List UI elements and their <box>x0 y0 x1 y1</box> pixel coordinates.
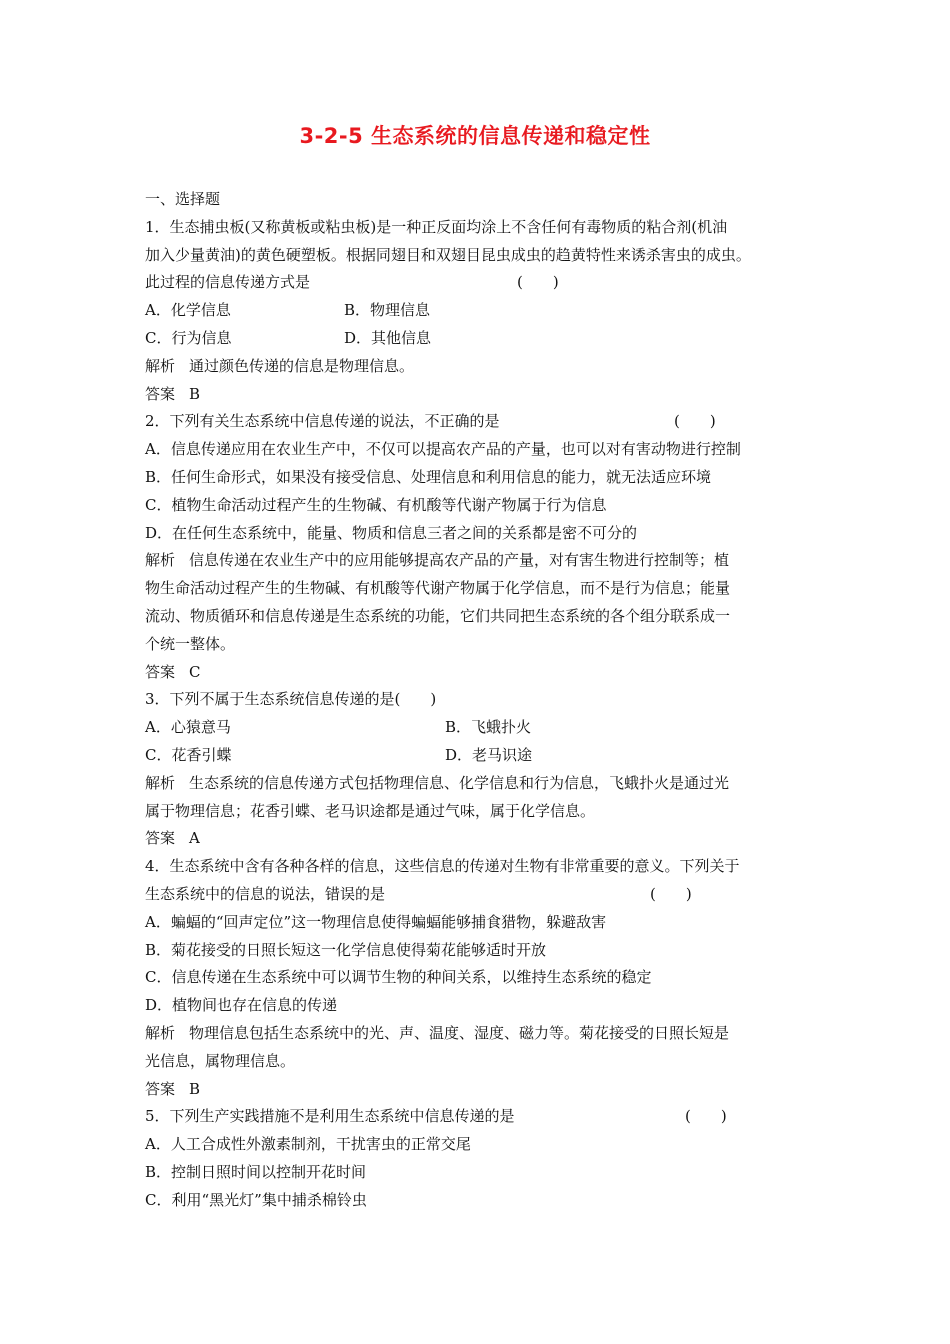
answer-blank: ( ) <box>685 1107 727 1126</box>
question-3-answer <box>145 825 825 853</box>
question-5-stem <box>145 1103 825 1131</box>
question-3-options-cd <box>145 742 825 770</box>
option-a: A．蝙蝠的“回声定位”这一物理信息使得蝙蝠能够捕食猎物，躲避敌害 <box>145 912 607 931</box>
question-4-stem-line-1: 4．生态系统中含有各种各样的信息，这些信息的传递对生物有非常重要的意义。下列关于 <box>145 857 740 876</box>
question-1-analysis <box>145 353 825 381</box>
question-1-stem-line-2: 加入少量黄油)的黄色硬塑板。根据同翅目和双翅目昆虫成虫的趋黄特性来诱杀害虫的成虫。 <box>145 245 751 264</box>
analysis-text: 通过颜色传递的信息是物理信息。 <box>189 356 415 375</box>
question-3-analysis-line-2: 属于物理信息；花香引蝶、老马识途都是通过气味，属于化学信息。 <box>145 801 596 820</box>
option-a: A．化学信息 <box>145 301 231 320</box>
option-d: D．在任何生态系统中，能量、物质和信息三者之间的关系都是密不可分的 <box>145 523 638 542</box>
question-2-stem-text: 2．下列有关生态系统中信息传递的说法，不正确的是 <box>145 412 500 431</box>
option-c: C．信息传递在生态系统中可以调节生物的种间关系，以维持生态系统的稳定 <box>145 968 652 987</box>
option-b: B．菊花接受的日照长短这一化学信息使得菊花能够适时开放 <box>145 940 547 959</box>
answer-label: 答案 <box>145 829 176 848</box>
option-b: B．物理信息 <box>344 301 431 320</box>
question-3 <box>145 686 825 853</box>
option-c: C．花香引蝶 <box>145 745 232 764</box>
option-c: C．行为信息 <box>145 328 232 347</box>
answer-blank: ( ) <box>650 884 692 903</box>
question-1-options-ab <box>145 297 825 325</box>
question-4-analysis-line-2: 光信息，属物理信息。 <box>145 1051 296 1070</box>
option-a: A．心猿意马 <box>145 718 231 737</box>
analysis-label: 解析 <box>145 551 176 570</box>
analysis-text: 物理信息包括生态系统中的光、声、温度、湿度、磁力等。菊花接受的日照长短是 <box>189 1023 730 1042</box>
option-c: C．植物生命活动过程产生的生物碱、有机酸等代谢产物属于行为信息 <box>145 495 607 514</box>
question-4-stem-line-2 <box>145 881 825 909</box>
answer-value: B <box>189 384 201 403</box>
analysis-label: 解析 <box>145 1023 176 1042</box>
answer-value: A <box>189 829 200 848</box>
option-d: D．其他信息 <box>344 328 432 347</box>
analysis-text: 生态系统的信息传递方式包括物理信息、化学信息和行为信息，飞蛾扑火是通过光 <box>189 773 730 792</box>
question-4-analysis-line-1 <box>145 1020 825 1048</box>
answer-value: C <box>189 662 201 681</box>
option-d: D．植物间也存在信息的传递 <box>145 996 338 1015</box>
question-2-analysis-line-3: 流动、物质循环和信息传递是生态系统的功能，它们共同把生态系统的各个组分联系成一 <box>145 606 731 625</box>
answer-label: 答案 <box>145 662 176 681</box>
question-1-stem-line-1: 1．生态捕虫板(又称黄板或粘虫板)是一种正反面均涂上不含任何有毒物质的粘合剂(机油 <box>145 217 728 236</box>
option-c: C．利用“黑光灯”集中捕杀棉铃虫 <box>145 1190 367 1209</box>
question-1-stem-line-3 <box>145 269 825 297</box>
section-heading: 一、选择题 <box>145 190 221 208</box>
question-4-answer <box>145 1076 825 1104</box>
question-1-options-cd <box>145 325 825 353</box>
analysis-label: 解析 <box>145 773 176 792</box>
analysis-label: 解析 <box>145 356 176 375</box>
option-b: B．飞蛾扑火 <box>445 718 532 737</box>
option-b: B．任何生命形式，如果没有接受信息、处理信息和利用信息的能力，就无法适应环境 <box>145 467 712 486</box>
option-d: D．老马识途 <box>445 745 533 764</box>
answer-blank: ( ) <box>674 412 716 431</box>
question-4-stem-text: 生态系统中的信息的说法，错误的是 <box>145 884 386 903</box>
question-2-answer <box>145 659 825 687</box>
question-3-options-ab <box>145 714 825 742</box>
answer-label: 答案 <box>145 384 176 403</box>
question-5 <box>145 1103 825 1214</box>
answer-blank: ( ) <box>517 273 559 292</box>
question-1 <box>145 214 825 409</box>
document-title: 3-2-5 生态系统的信息传递和稳定性 <box>299 124 651 148</box>
question-1-answer <box>145 381 825 409</box>
option-b: B．控制日照时间以控制开花时间 <box>145 1162 367 1181</box>
question-2-analysis-line-4: 个统一整体。 <box>145 634 236 653</box>
document-body <box>145 186 825 1214</box>
question-5-stem-text: 5．下列生产实践措施不是利用生态系统中信息传递的是 <box>145 1107 515 1126</box>
question-4 <box>145 853 825 1103</box>
answer-label: 答案 <box>145 1079 176 1098</box>
analysis-text: 信息传递在农业生产中的应用能够提高农产品的产量，对有害生物进行控制等；植 <box>189 551 730 570</box>
question-2-analysis-line-1 <box>145 547 825 575</box>
question-2-stem <box>145 408 825 436</box>
question-3-analysis-line-1 <box>145 770 825 798</box>
question-2 <box>145 408 825 686</box>
question-1-stem-text: 此过程的信息传递方式是 <box>145 273 311 292</box>
question-3-stem: 3．下列不属于生态系统信息传递的是( ) <box>145 690 437 709</box>
option-a: A．信息传递应用在农业生产中，不仅可以提高农产品的产量，也可以对有害动物进行控制 <box>145 440 741 459</box>
answer-value: B <box>189 1079 201 1098</box>
question-2-analysis-line-2: 物生命活动过程产生的生物碱、有机酸等代谢产物属于化学信息，而不是行为信息；能量 <box>145 579 731 598</box>
option-a: A．人工合成性外激素制剂，干扰害虫的正常交尾 <box>145 1135 471 1154</box>
